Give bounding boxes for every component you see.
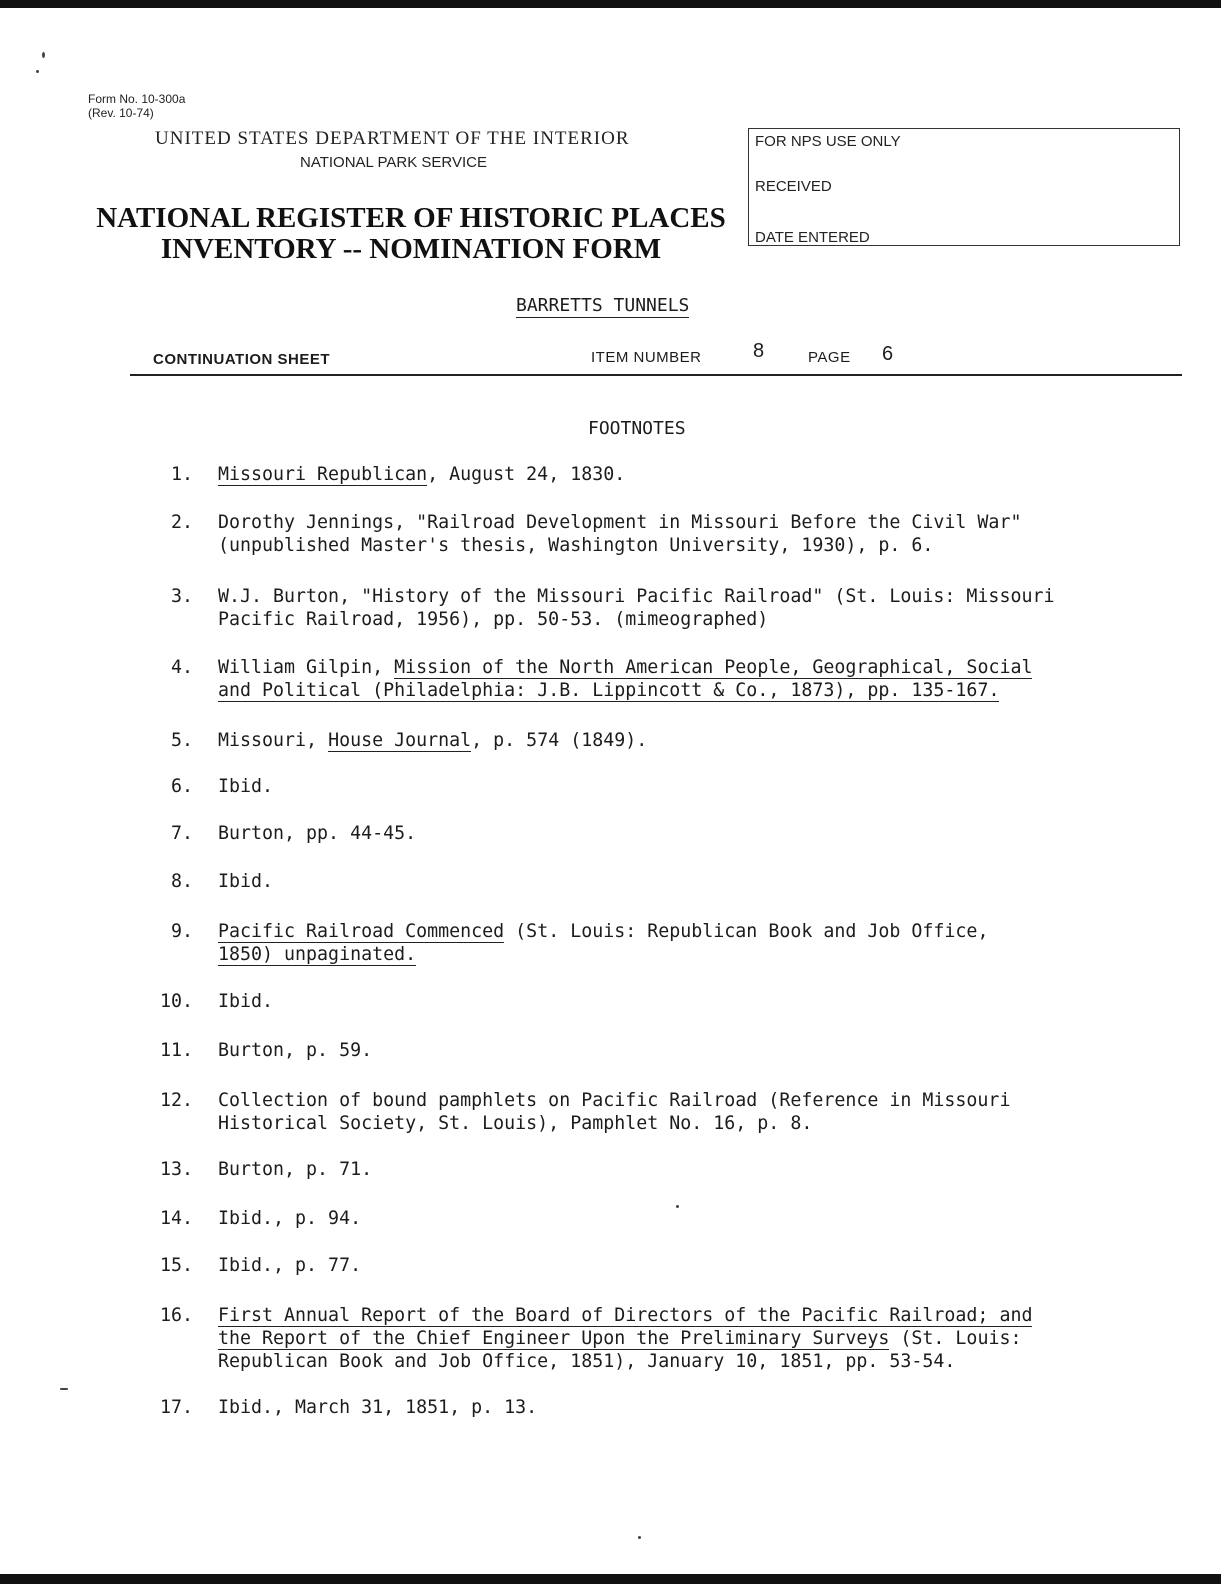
scan-speck (42, 52, 45, 58)
footnote-text: Burton, pp. 44-45. (218, 823, 417, 844)
bottom-border (0, 1574, 1221, 1584)
footnote-number: 5. (170, 730, 193, 751)
footnote-number: 17. (159, 1397, 193, 1418)
footnote-number: 16. (159, 1305, 193, 1326)
footnote-text: Ibid. (218, 776, 274, 797)
footnote-detail: 1850) unpaginated. (218, 944, 417, 965)
footnote-text: Burton, p. 59. (218, 1040, 373, 1061)
scan-speck (638, 1536, 641, 1539)
property-name: BARRETTS TUNNELS (516, 295, 690, 316)
footnote-detail: (St. Louis: Republican Book and Job Office, (504, 921, 989, 942)
footnote-number: 3. (170, 586, 193, 607)
item-number-value: 8 (753, 340, 765, 362)
footnote-number: 11. (159, 1040, 193, 1061)
footnote-author: William Gilpin, (218, 657, 395, 678)
footnote-title: Mission of the North American People, Geographical, Social (394, 657, 1033, 678)
footnote-title: Pacific Railroad Commenced (218, 921, 505, 942)
nps-use-heading: FOR NPS USE ONLY (755, 133, 901, 150)
received-label: RECEIVED (755, 178, 832, 195)
footnote-author: Missouri, (218, 730, 329, 751)
footnote-detail: (St. Louis: (889, 1328, 1022, 1349)
footnote-detail: Republican Book and Job Office, 1851), January 10, 1851, pp. 53-54. (218, 1351, 956, 1372)
footnote-number: 9. (170, 921, 193, 942)
footnote-line: (unpublished Master's thesis, Washington University, 1930), p. 6. (218, 535, 934, 556)
footnote-title: First Annual Report of the Board of Directors of the Pacific Railroad; and (218, 1305, 1033, 1326)
footnote-detail: , August 24, 1830. (427, 464, 626, 485)
footnote-text: Ibid. (218, 991, 274, 1012)
scan-speck (60, 1388, 68, 1390)
footnote-line: Historical Society, St. Louis), Pamphlet No. 16, p. 8. (218, 1113, 813, 1134)
title-line-2: INVENTORY -- NOMINATION FORM (160, 233, 662, 265)
footnote-detail: (Philadelphia: J.B. Lippincott & Co., 1873), pp. 135-167. (361, 680, 1000, 701)
scan-speck (36, 70, 39, 73)
footnote-text: Ibid., p. 77. (218, 1255, 362, 1276)
continuation-sheet-label: CONTINUATION SHEET (153, 351, 331, 368)
footnote-number: 6. (170, 776, 193, 797)
footnote-title: and Political (218, 680, 362, 701)
footnote-number: 7. (170, 823, 193, 844)
item-number-label: ITEM NUMBER (591, 349, 702, 366)
footnote-text (218, 729, 1158, 752)
footnote-detail: , p. 574 (1849). (471, 730, 648, 751)
footnote-text (218, 920, 1158, 966)
title-line-1: NATIONAL REGISTER OF HISTORIC PLACES (96, 202, 726, 234)
page-number-value: 6 (882, 343, 894, 365)
footnote-line: Pacific Railroad, 1956), pp. 50-53. (mimeographed) (218, 609, 769, 630)
form-number-block (88, 92, 185, 120)
form-number: Form No. 10-300a (88, 92, 186, 106)
footnote-text (218, 511, 1158, 557)
footnote-number: 12. (159, 1090, 193, 1111)
footnote-text (218, 585, 1158, 631)
footnote-number: 13. (159, 1159, 193, 1180)
footnote-line: W.J. Burton, "History of the Missouri Pacific Railroad" (St. Louis: Missouri (218, 586, 1055, 607)
date-entered-label: DATE ENTERED (755, 229, 870, 246)
footnote-text (218, 1304, 1158, 1373)
footnote-text: Ibid., March 31, 1851, p. 13. (218, 1397, 538, 1418)
footnote-text (218, 1089, 1158, 1135)
footnote-number: 10. (159, 991, 193, 1012)
footnote-number: 1. (170, 464, 193, 485)
footnote-text: Ibid. (218, 871, 274, 892)
footnote-title: Missouri Republican (218, 464, 428, 485)
footnote-text (218, 656, 1158, 702)
scan-speck (676, 1205, 679, 1208)
footnote-line: Collection of bound pamphlets on Pacific Railroad (Reference in Missouri (218, 1090, 1011, 1111)
footnote-number: 15. (159, 1255, 193, 1276)
footnote-title: House Journal (328, 730, 472, 751)
form-revision: (Rev. 10-74) (88, 106, 154, 120)
department-name: UNITED STATES DEPARTMENT OF THE INTERIOR (155, 128, 630, 149)
footnote-number: 8. (170, 871, 193, 892)
header-rule (130, 374, 1182, 376)
footnote-number: 4. (170, 657, 193, 678)
top-border (0, 0, 1221, 8)
footnote-number: 2. (170, 512, 193, 533)
page-label: PAGE (808, 349, 851, 366)
footnote-text (218, 463, 1158, 486)
footnote-number: 14. (159, 1208, 193, 1229)
footnote-text: Ibid., p. 94. (218, 1208, 362, 1229)
footnotes-heading: FOOTNOTES (588, 418, 686, 439)
service-name: NATIONAL PARK SERVICE (300, 154, 487, 171)
footnote-title: the Report of the Chief Engineer Upon the Preliminary Surveys (218, 1328, 890, 1349)
footnote-line: Dorothy Jennings, "Railroad Development in Missouri Before the Civil War" (218, 512, 1022, 533)
footnote-text: Burton, p. 71. (218, 1159, 373, 1180)
page-title (96, 203, 726, 265)
nps-use-box (748, 128, 1180, 246)
